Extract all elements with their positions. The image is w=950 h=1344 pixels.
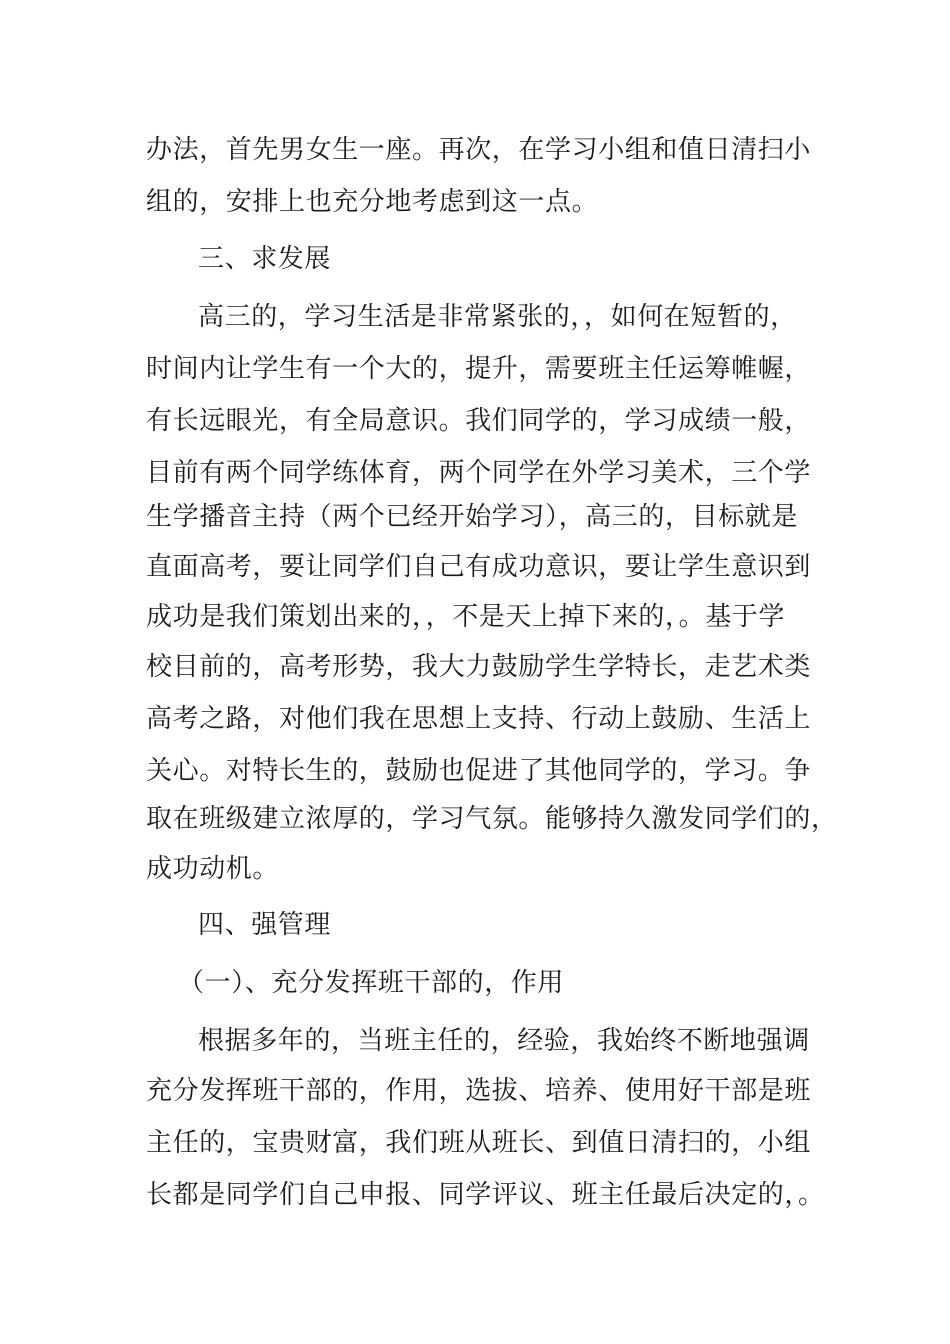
- paragraph-line: 校目前的，高考形势，我大力鼓励学生学特长，走艺术类: [146, 652, 812, 682]
- paragraph-line: 成功动机。: [146, 854, 280, 884]
- paragraph-line: 关心。对特长生的，鼓励也促进了其他同学的，学习。争: [146, 756, 812, 786]
- subsection-heading: （一）、充分发挥班干部的，作用: [178, 968, 565, 998]
- paragraph-line: 根据多年的，当班主任的，经验，我始终不断地强调: [198, 1026, 810, 1056]
- paragraph-line: 生学播音主持（两个已经开始学习），高三的，目标就是: [146, 502, 799, 532]
- paragraph-line: 长都是同学们自己申报、同学评议、班主任最后决定的，。: [146, 1180, 825, 1210]
- paragraph-line: 目前有两个同学练体育，两个同学在外学习美术，三个学: [146, 458, 812, 488]
- paragraph-line: 充分发挥班干部的，作用，选拔、培养、使用好干部是班: [146, 1076, 812, 1106]
- paragraph-line: 高考之路，对他们我在思想上支持、行动上鼓励、生活上: [146, 704, 812, 734]
- paragraph-line: 成功是我们策划出来的，，不是天上掉下来的，。基于学: [146, 602, 786, 632]
- paragraph-line: 组的，安排上也充分地考虑到这一点。: [146, 187, 599, 217]
- paragraph-line: 取在班级建立浓厚的，学习气氛。能够持久激发同学们的，: [146, 804, 838, 834]
- paragraph-line: 办法，首先男女生一座。再次，在学习小组和值日清扫小: [146, 135, 812, 165]
- paragraph-line: 主任的，宝贵财富，我们班从班长、到值日清扫的，小组: [146, 1128, 812, 1158]
- paragraph-line: 直面高考，要让同学们自己有成功意识，要让学生意识到: [146, 552, 812, 582]
- paragraph-line: 高三的，学习生活是非常紧张的，，如何在短暂的，: [198, 302, 797, 332]
- section-heading: 三、求发展: [198, 244, 332, 274]
- paragraph-line: 时间内让学生有一个大的，提升，需要班主任运筹帷幄，: [146, 354, 812, 384]
- section-heading: 四、强管理: [198, 910, 332, 940]
- paragraph-line: 有长远眼光，有全局意识。我们同学的，学习成绩一般，: [146, 406, 812, 436]
